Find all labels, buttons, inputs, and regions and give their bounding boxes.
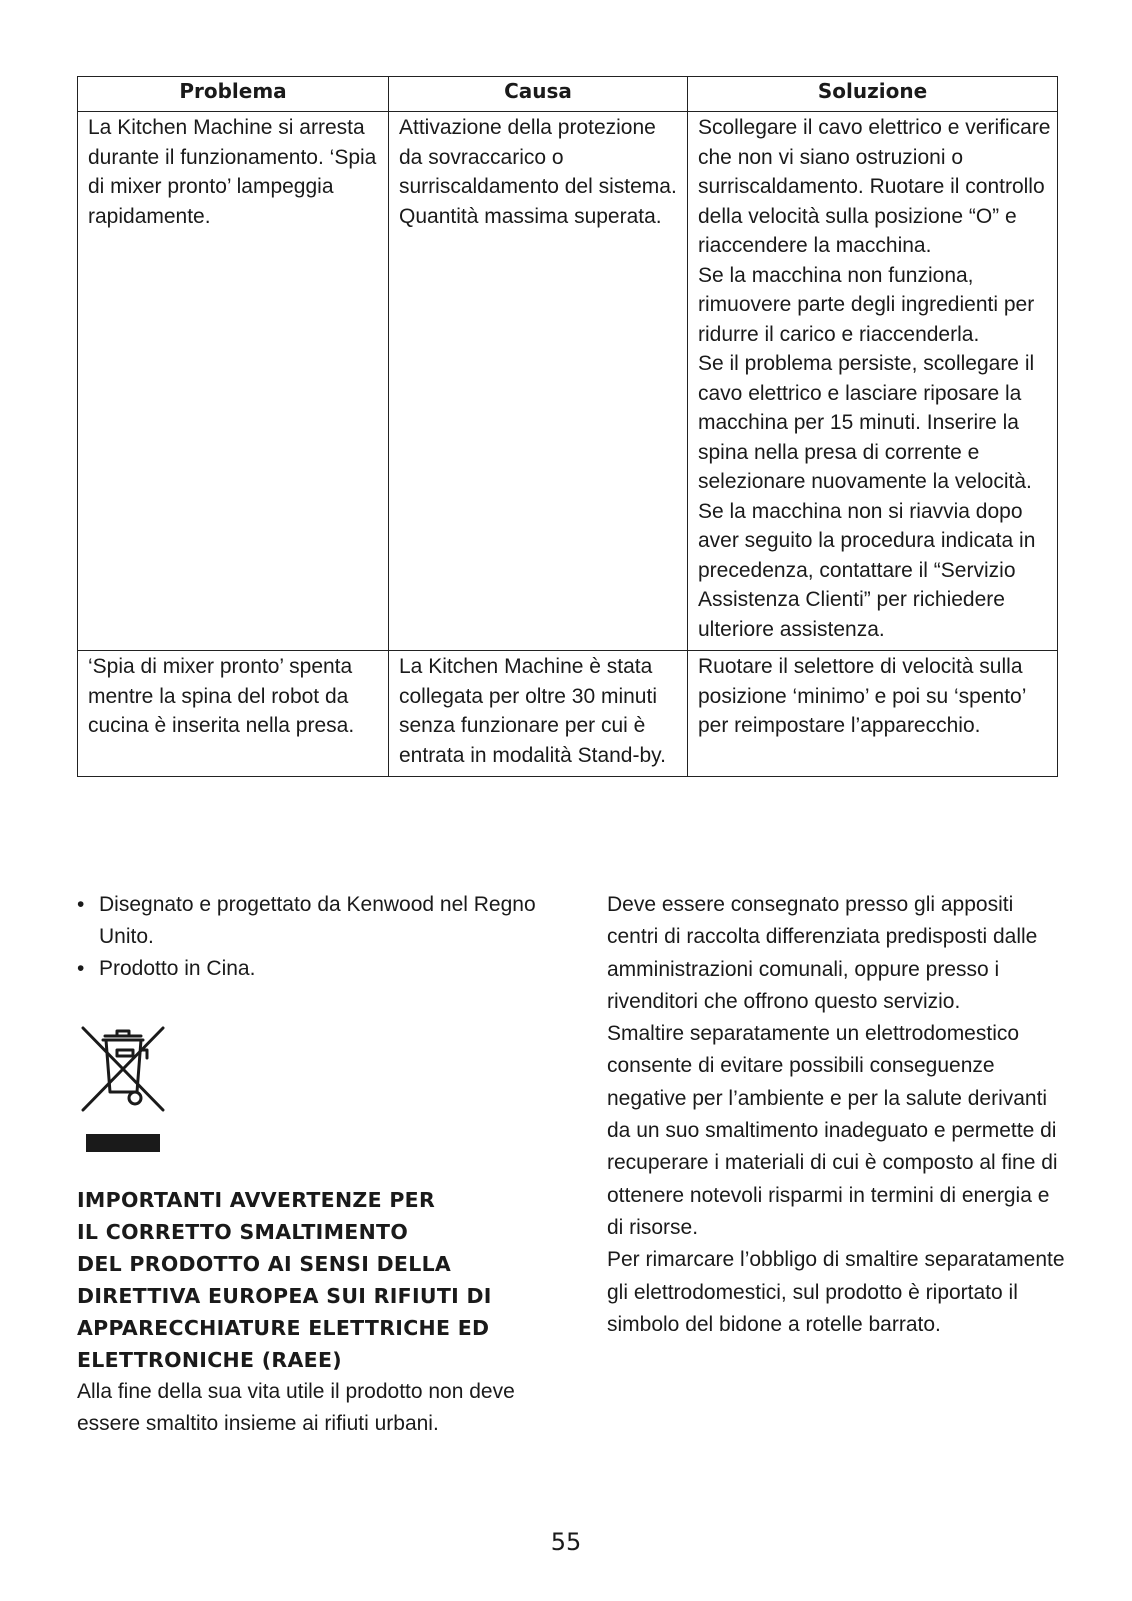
solution-cell bbox=[688, 112, 1058, 651]
title-line: APPARECCHIATURE ELETTRICHE ED bbox=[77, 1316, 490, 1340]
crossed-out-wheeled-bin-icon bbox=[77, 1022, 169, 1116]
disposal-text bbox=[607, 889, 1067, 1341]
header-solution: Soluzione bbox=[688, 77, 1058, 112]
table-row bbox=[78, 651, 1058, 777]
disposal-paragraph: Per rimarcare l’obbligo di smaltire separatamente gli elettrodomestici, sul prodotto è riportato il simbolo del bidone a rotelle barrato. bbox=[607, 1248, 1065, 1336]
page-number: 55 bbox=[550, 1528, 582, 1556]
solution-cell bbox=[688, 651, 1058, 777]
table-row bbox=[78, 112, 1058, 651]
problem-cell: La Kitchen Machine si arresta durante il funzionamento. ‘Spia di mixer pronto’ lampeggia rapidamente. bbox=[78, 112, 389, 651]
title-line: DIRETTIVA EUROPEA SUI RIFIUTI DI bbox=[77, 1284, 492, 1308]
list-item bbox=[77, 953, 577, 985]
troubleshooting-table bbox=[77, 76, 1058, 777]
solution-paragraph: Ruotare il selettore di velocità sulla posizione ‘minimo’ e poi su ‘spento’ per reimpostare l’apparecchio. bbox=[698, 655, 1026, 737]
title-line: IMPORTANTI AVVERTENZE PER bbox=[77, 1188, 436, 1212]
solution-paragraph: Se la macchina non funziona, rimuovere parte degli ingredienti per ridurre il carico e riaccenderla. bbox=[698, 263, 1035, 346]
cause-cell: La Kitchen Machine è stata collegata per oltre 30 minuti senza funzionare per cui è entrata in modalità Stand-by. bbox=[389, 651, 688, 777]
disposal-intro: Alla fine della sua vita utile il prodotto non deve essere smaltito insieme ai rifiuti urbani. bbox=[77, 1380, 515, 1435]
disposal-warning-title bbox=[77, 1184, 577, 1376]
origin-notes bbox=[77, 889, 577, 985]
table-header-row bbox=[78, 77, 1058, 112]
title-line: ELETTRONICHE (RAEE) bbox=[77, 1348, 342, 1372]
solution-paragraph: Se la macchina non si riavvia dopo aver seguito la procedura indicata in precedenza, contattare il “Servizio Assistenza Clienti” per richiedere ulteriore assistenza. bbox=[698, 499, 1036, 641]
disposal-paragraph: Smaltire separatamente un elettrodomestico consente di evitare possibili conseguenze negative per l’ambiente e per la salute derivanti da un suo smaltimento inadeguato e permette di recuperare i materiali di cui è composto al fine di ottenere notevoli risparmi in termini di energia e di risorse. bbox=[607, 1022, 1058, 1239]
list-item-text: Disegnato e progettato da Kenwood nel Regno Unito. bbox=[99, 893, 536, 948]
disposal-paragraph: Deve essere consegnato presso gli appositi centri di raccolta differenziata predisposti dalle amministrazioni comunali, oppure presso i rivenditori che offrono questo servizio. bbox=[607, 893, 1038, 1013]
title-line: IL CORRETTO SMALTIMENTO bbox=[77, 1220, 409, 1244]
problem-cell: ‘Spia di mixer pronto’ spenta mentre la spina del robot da cucina è inserita nella presa. bbox=[78, 651, 389, 777]
header-problem: Problema bbox=[78, 77, 389, 112]
weee-marking-bar bbox=[86, 1134, 160, 1152]
cause-cell: Attivazione della protezione da sovraccarico o surriscaldamento del sistema. Quantità massima superata. bbox=[389, 112, 688, 651]
list-item bbox=[77, 889, 577, 953]
bullet-list bbox=[77, 889, 577, 985]
bullet-icon: • bbox=[77, 893, 85, 916]
header-cause: Causa bbox=[389, 77, 688, 112]
title-line: DEL PRODOTTO AI SENSI DELLA bbox=[77, 1252, 452, 1276]
list-item-text: Prodotto in Cina. bbox=[99, 957, 256, 980]
bullet-icon: • bbox=[77, 957, 85, 980]
solution-paragraph: Se il problema persiste, scollegare il cavo elettrico e lasciare riposare la macchina per 15 minuti. Inserire la spina nella presa di corrente e selezionare nuovamente la velocità. bbox=[698, 352, 1035, 493]
solution-paragraph: Scollegare il cavo elettrico e verificare che non vi siano ostruzioni o surriscaldamento. Ruotare il controllo della velocità sulla posizione “O” e riaccendere la macchina. bbox=[698, 116, 1051, 257]
